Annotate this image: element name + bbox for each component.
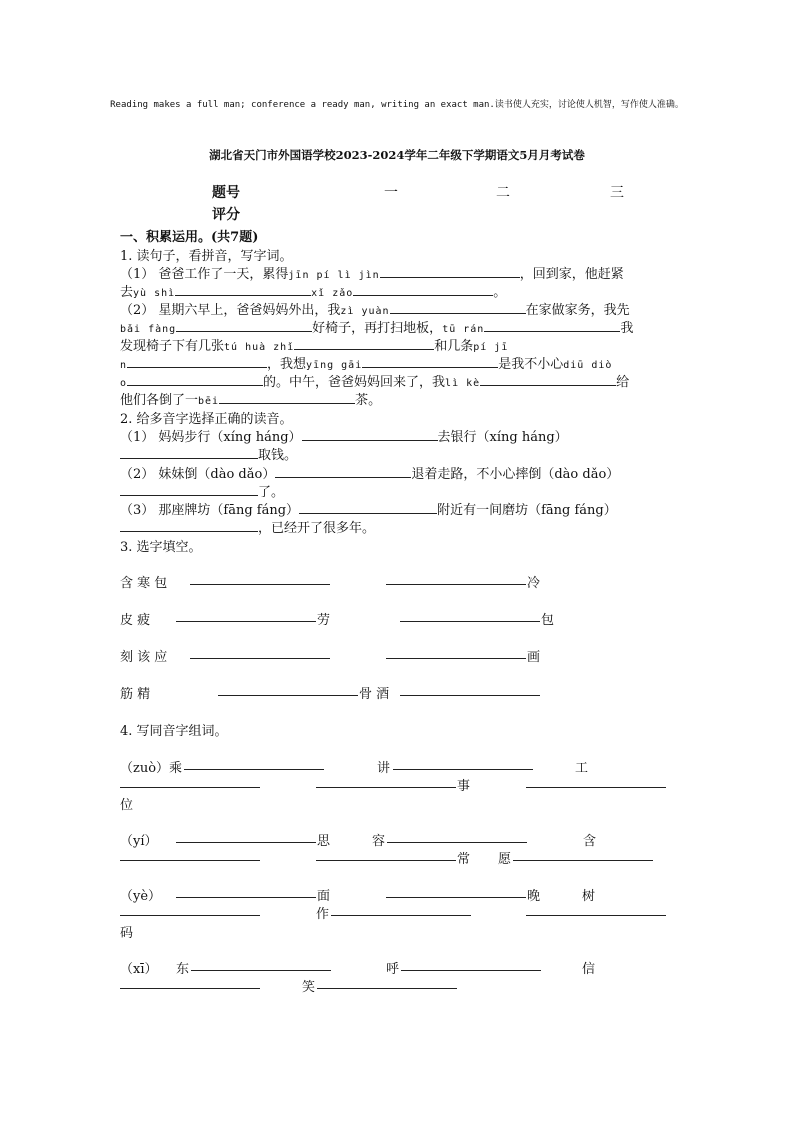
q2-text: 取钱。 <box>258 448 298 463</box>
q4-g3-word: 作 <box>316 907 330 922</box>
q1-stem: 1. 读句子，看拼音，写字词。 <box>120 249 293 264</box>
q4-g2-word: 思 <box>317 834 331 849</box>
pinyin: bēi <box>198 396 220 407</box>
answer-blank[interactable] <box>317 976 457 989</box>
answer-blank[interactable] <box>401 958 541 971</box>
q1-text: 给 <box>616 375 630 390</box>
q1-text: 。 <box>493 285 507 300</box>
answer-blank[interactable] <box>120 775 260 788</box>
q4-g2-word: 含 <box>583 834 597 849</box>
q3-row1-suffix: 冷 <box>527 576 541 591</box>
answer-blank[interactable] <box>393 757 533 770</box>
q1-text: （2） 星期六早上，爸爸妈妈外出，我 <box>120 303 341 318</box>
answer-blank[interactable] <box>120 483 258 496</box>
q3-row3-chars: 刻 该 应 <box>120 650 168 665</box>
q1-text: 好椅子，再打扫地板， <box>312 321 443 336</box>
answer-blank[interactable] <box>190 646 330 659</box>
q1-line <box>120 353 612 372</box>
q4-stem: 4. 写同音字组词。 <box>120 724 228 739</box>
q2-text: 退着走路，不小心摔倒（dào dǎo） <box>411 467 620 482</box>
answer-blank[interactable] <box>294 337 434 350</box>
answer-blank[interactable] <box>120 446 258 459</box>
table-col-2: 二 <box>496 185 510 201</box>
answer-blank[interactable] <box>390 301 526 314</box>
q2-text: 去银行（xíng háng） <box>437 430 568 445</box>
q1-text: 我 <box>620 321 634 336</box>
pinyin: bǎi fàng <box>120 324 177 335</box>
section-1-heading: 一、积累运用。(共7题) <box>120 230 259 245</box>
q4-g1-word: 位 <box>120 798 134 813</box>
q2-text: ，已经开了很多年。 <box>258 521 376 536</box>
q3-row4-chars: 筋 精 <box>120 687 151 702</box>
q1-text: （1） 爸爸工作了一天，累得 <box>120 267 289 282</box>
pinyin: yù shì <box>133 288 176 299</box>
answer-blank[interactable] <box>218 683 358 696</box>
table-row2-label: 评分 <box>212 207 240 223</box>
q2-stem: 2. 给多音字选择正确的读音。 <box>120 412 293 427</box>
q1-line <box>120 281 506 300</box>
answer-blank[interactable] <box>299 501 437 514</box>
answer-blank[interactable] <box>190 572 330 585</box>
q1-line <box>120 371 629 390</box>
table-col-1: 一 <box>384 185 398 201</box>
pinyin: tú huà zhǐ <box>224 342 295 353</box>
q2-line <box>120 444 297 463</box>
q4-g4-word: 东 <box>176 962 190 977</box>
pinyin: lì kè <box>445 378 481 389</box>
q3-row3-suffix: 画 <box>527 650 541 665</box>
pinyin: n <box>120 360 128 371</box>
answer-blank[interactable] <box>380 265 520 278</box>
answer-blank[interactable] <box>127 373 263 386</box>
answer-blank[interactable] <box>176 319 312 332</box>
answer-blank[interactable] <box>526 775 666 788</box>
q1-text: 和几条 <box>434 339 474 354</box>
q2-line <box>120 463 619 482</box>
answer-blank[interactable] <box>400 683 540 696</box>
pinyin: zì yuàn <box>340 306 390 317</box>
answer-blank[interactable] <box>386 646 526 659</box>
answer-blank[interactable] <box>484 319 620 332</box>
q1-line <box>120 263 624 282</box>
q4-g3-word: 晚 <box>527 889 541 904</box>
answer-blank[interactable] <box>331 903 471 916</box>
q1-text: 发现椅子下有几张 <box>120 339 225 354</box>
answer-blank[interactable] <box>191 958 331 971</box>
answer-blank[interactable] <box>184 757 324 770</box>
q4-g2-word: 愿 <box>498 852 512 867</box>
answer-blank[interactable] <box>302 428 438 441</box>
q3-row2-chars: 皮 疲 <box>120 613 151 628</box>
header-quote: Reading makes a full man; conference a ready man, writing an exact man.读书使人充实，讨论使人机智，写作使人准确。 <box>110 100 684 110</box>
pinyin: pí jī <box>473 342 509 353</box>
pinyin: diū diò <box>563 360 613 371</box>
q3-row1-chars: 含 寒 包 <box>120 576 168 591</box>
answer-blank[interactable] <box>386 885 526 898</box>
q2-line <box>120 426 568 445</box>
q1-text: ，回到家，他赶紧 <box>519 267 624 282</box>
answer-blank[interactable] <box>219 391 355 404</box>
q2-line <box>120 517 375 536</box>
answer-blank[interactable] <box>120 848 260 861</box>
pinyin: xǐ zǎo <box>311 288 354 299</box>
q4-g4-word: 呼 <box>386 962 400 977</box>
answer-blank[interactable] <box>480 373 616 386</box>
q1-line <box>120 335 508 354</box>
q4-g1-word: 讲 <box>377 761 391 776</box>
q1-text: 茶。 <box>355 393 382 408</box>
answer-blank[interactable] <box>120 976 260 989</box>
answer-blank[interactable] <box>513 848 653 861</box>
q3-row2-suffix: 劳 <box>317 613 331 628</box>
pinyin: yīng gāi <box>306 360 363 371</box>
answer-blank[interactable] <box>387 830 527 843</box>
answer-blank[interactable] <box>353 283 493 296</box>
q1-text: 是我不小心 <box>498 357 564 372</box>
q4-g2-word: 容 <box>372 834 386 849</box>
q3-row2-suffix2: 包 <box>541 613 555 628</box>
q1-line <box>120 389 381 408</box>
q1-line <box>120 317 633 336</box>
answer-blank[interactable] <box>316 848 456 861</box>
table-col-3: 三 <box>610 185 624 201</box>
q4-g1-pinyin: （zuò）乘 <box>120 761 183 776</box>
q4-g3-pinyin: （yè） <box>120 889 162 904</box>
q4-g1-word: 事 <box>457 779 471 794</box>
answer-blank[interactable] <box>176 609 316 622</box>
q1-text: ，我想 <box>267 357 307 372</box>
q4-g2-pinyin: （yí） <box>120 834 158 849</box>
q2-line <box>120 499 617 518</box>
q2-text: （2） 妹妹倒（dào dǎo） <box>120 467 276 482</box>
page-title: 湖北省天门市外国语学校2023-2024学年二年级下学期语文5月月考试卷 <box>209 148 585 162</box>
q3-stem: 3. 选字填空。 <box>120 540 202 555</box>
q4-g3-word: 面 <box>317 889 331 904</box>
answer-blank[interactable] <box>120 903 260 916</box>
q4-g3-word: 树 <box>582 889 596 904</box>
q4-g3-word: 码 <box>120 926 134 941</box>
q4-g4-pinyin: （xī） <box>120 962 158 977</box>
q2-line <box>120 481 284 500</box>
q1-text: 的。中午，爸爸妈妈回来了，我 <box>263 375 446 390</box>
answer-blank[interactable] <box>120 519 258 532</box>
answer-blank[interactable] <box>362 355 498 368</box>
q4-g2-word: 常 <box>457 852 471 867</box>
answer-blank[interactable] <box>400 609 540 622</box>
answer-blank[interactable] <box>176 830 316 843</box>
q4-g4-word: 信 <box>582 962 596 977</box>
pinyin: tū rán <box>442 324 485 335</box>
answer-blank[interactable] <box>175 283 311 296</box>
answer-blank[interactable] <box>176 885 316 898</box>
q3-row4-suffix: 骨 酒 <box>359 687 390 702</box>
pinyin: jīn pí lì jìn <box>288 270 380 281</box>
q1-line <box>120 299 630 318</box>
q1-text: 他们各倒了一 <box>120 393 199 408</box>
answer-blank[interactable] <box>275 465 411 478</box>
pinyin: o <box>120 378 128 389</box>
q4-g4-word: 笑 <box>302 980 316 995</box>
q1-text: 在家做家务，我先 <box>525 303 630 318</box>
answer-blank[interactable] <box>316 775 456 788</box>
table-row1-label: 题号 <box>212 185 240 201</box>
q4-g1-word: 工 <box>575 761 589 776</box>
q1-text: 去 <box>120 285 134 300</box>
q2-text: 了。 <box>258 485 285 500</box>
answer-blank[interactable] <box>386 572 526 585</box>
q2-text: （3） 那座牌坊（fāng fáng） <box>120 503 300 518</box>
q2-text: 附近有一间磨坊（fāng fáng） <box>437 503 617 518</box>
answer-blank[interactable] <box>127 355 267 368</box>
q2-text: （1） 妈妈步行（xíng háng） <box>120 430 302 445</box>
answer-blank[interactable] <box>526 903 666 916</box>
